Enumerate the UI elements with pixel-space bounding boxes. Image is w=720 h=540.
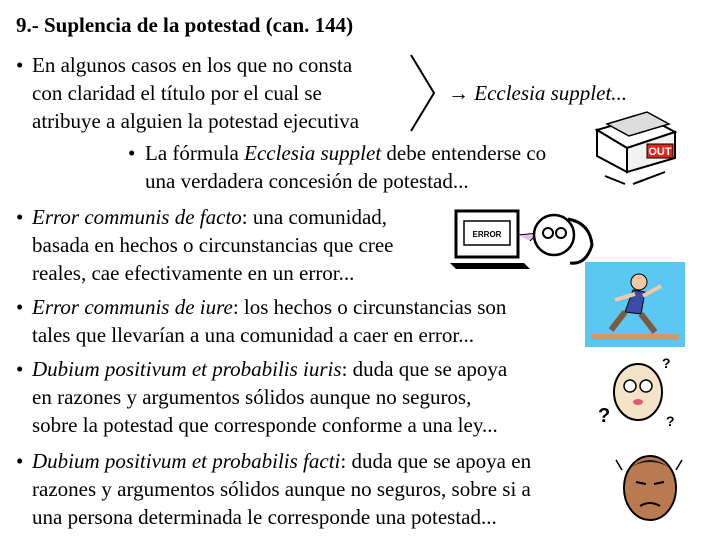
ecclesia-supplet-text: Ecclesia supplet... [474, 81, 628, 105]
block4-line2: tales que llevarían a una comunidad a caer en error... [32, 323, 474, 347]
tray-label: OUT [648, 146, 672, 158]
block6-line3: una persona determinada le corresponde una potestad... [32, 505, 497, 529]
block2-suffix: debe entenderse co [381, 141, 547, 165]
block3-line1 [32, 204, 387, 230]
block5-line2: en razones y argumentos sólidos aunque no seguros, [32, 385, 472, 409]
block6-rest: : duda que se apoya en [340, 449, 532, 473]
block1-line2: con claridad el título por el cual se [32, 81, 322, 105]
bullet-marker: • [16, 295, 24, 319]
right-arrow-icon: → [448, 81, 475, 105]
bullet-marker: • [16, 357, 24, 381]
block3-rest: : una comunidad, [241, 205, 388, 229]
right-bracket-icon [408, 52, 438, 134]
block3-line2: basada en hechos o circunstancias que cree [32, 233, 394, 257]
question-mark-icon: ? [598, 405, 611, 427]
bullet-marker: • [16, 449, 24, 473]
worried-man-icon [610, 440, 690, 530]
block5-term: Dubium positivum et probabilis iuris [32, 357, 342, 381]
block4-line1 [32, 294, 506, 320]
block6-term: Dubium positivum et probabilis facti [32, 449, 341, 473]
block2-prefix: La fórmula [145, 141, 245, 165]
block5-line1 [32, 356, 507, 382]
block5-line3: sobre la potestad que corresponde conforme a una ley... [32, 413, 498, 437]
bullet-marker: • [128, 141, 136, 165]
block6-line2: razones y argumentos sólidos aunque no seguros, sobre si a [32, 477, 531, 501]
confused-face-icon [592, 352, 682, 434]
block4-rest: : los hechos o circunstancias son [232, 295, 507, 319]
bullet-marker: • [16, 53, 24, 77]
block1-line3: atribuye a alguien la potestad ejecutiva [32, 109, 360, 133]
block2-term: Ecclesia supplet [244, 141, 382, 165]
block2-line1 [145, 140, 546, 166]
question-mark-icon: ? [666, 413, 675, 429]
block3-term: Error communis de facto [32, 205, 242, 229]
running-man-icon [585, 262, 685, 347]
block5-rest: : duda que se apoya [341, 357, 508, 381]
block1-arrow-line [448, 80, 627, 106]
slide-title: 9.- Suplencia de la potestad (can. 144) [16, 13, 354, 37]
question-mark-icon: ? [662, 355, 671, 371]
screen-label: ERROR [472, 230, 502, 239]
block1-line1: En algunos casos en los que no consta [32, 53, 353, 77]
bullet-marker: • [16, 205, 24, 229]
block4-term: Error communis de iure [32, 295, 233, 319]
block2-line2: una verdadera concesión de potestad... [145, 169, 469, 193]
block3-line3: reales, cae efectivamente en un error... [32, 261, 355, 285]
out-tray-icon [585, 110, 685, 190]
block6-line1 [32, 448, 531, 474]
